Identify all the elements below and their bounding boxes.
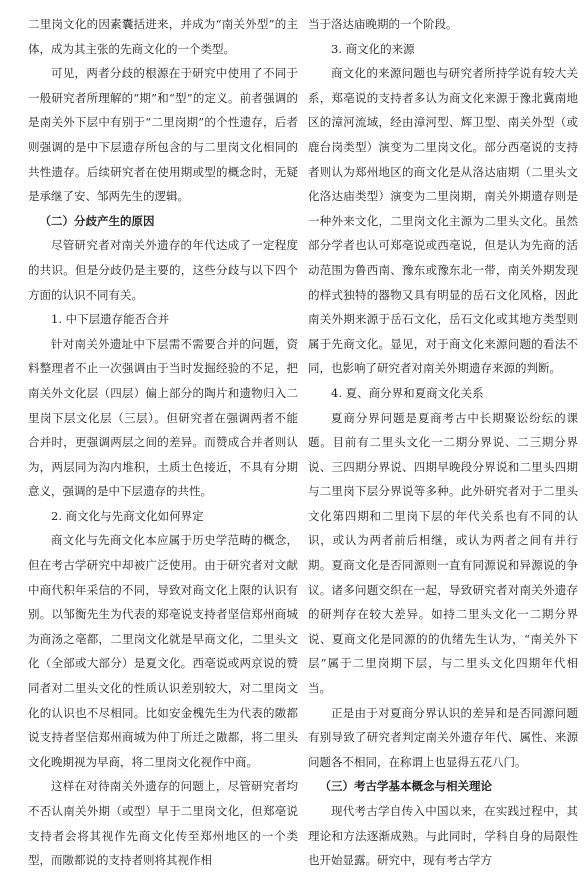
section-heading: （二）分歧产生的原因: [39, 213, 155, 228]
subsection-heading: 4. 夏、商分界和夏商文化关系: [331, 385, 484, 400]
paragraph: 商文化的来源问题也与研究者所持学说有较大关系，郑亳说的支持者多认为商文化来源于豫北冀南地区的漳河流域，经由漳河型、辉卫型、南关外型（或鹿台岗类型）演变为二里岗文化。部分西亳说的支持者则认为郑州地区的商文化是从洛达庙期（二里头文化洛达庙类型）演变为二里岗期，南关外期遗存则是一种外来文化，二里岗文化主源为二里头文化。虽然部分学者也认可郑亳说或西亳说，但是认为先商的活动范围为鲁西南、豫东或豫东北一带，南关外期发现的样式独特的器物又具有明显的岳石文化风格，因此南关外期来源于岳石文化，岳石文化或其地方类型则属于先商文化。显见，对于商文化来源问题的看法不同，也影响了研究者对南关外期遗存来源的判断。: [308, 66, 578, 376]
paragraph: 这样在对待南关外遗存的问题上，尽管研究者均不否认南关外期（或型）早于二里岗文化，但郑亳说支持者会将其视作先商文化传至郑州地区的一个类型，而隞都说的支持者则将其视作相: [28, 779, 298, 868]
subsection-heading: 2. 商文化与先商文化如何界定: [51, 508, 204, 523]
paragraph: 商文化与先商文化本应属于历史学范畴的概念，但在考古学研究中却被广泛使用。由于研究者对文献中商代积年采信的不同，导致对商文化上限的认识有别。以邹衡先生为代表的郑亳说支持者坚信郑州商城为商汤之亳都，二里岗文化就是早商文化，二里头文化（全部或大部分）是夏文化。西亳说或两京说的赞同者对二里头文化的性质认识差别较大，对二里岗文化的认识也不尽相同。比如安金槐先生为代表的隞都说支持者坚信郑州商城为仲丁所迁之隞都，将二里头文化晚期视为早商，将二里岗文化视作中商。: [28, 533, 298, 769]
paragraph: 现代考古学自传入中国以来，在实践过程中，其理论和方法逐渐成熟。与此同时，学科自身的局限性也开始显露。研究中，现有考古学方: [308, 804, 578, 868]
paragraph: 正是由于对夏商分界认识的差异和是否同源问题有别导致了研究者判定南关外遗存年代、属性、来源问题各不相同，在称谓上也显得五花八门。: [308, 705, 578, 769]
paragraph: 夏商分界问题是夏商考古中长期聚讼纷纭的课题。目前有二里头文化一二期分界说、二三期分界说、三四期分界说、四期早晚段分界说和二里头四期与二里岗下层分界说等多种。此外研究者对于二里头文化第四期和二里岗下层的年代关系也有不同的认识，或认为两者前后相继，或认为两者之间有并行期。夏商文化是否同源则一直有同源说和异源说的争议。诸多问题交织在一起，导致研究者对南关外遗存的研判存在较大差异。如持二里头文化一二期分界说、夏商文化是同源的的仇绪先生认为，“南关外下层”属于二里岗期下层，与二里头文化四期年代相当。: [308, 410, 578, 696]
subsection-heading: 3. 商文化的来源: [331, 41, 415, 56]
right-column: [308, 12, 578, 873]
left-column: [28, 12, 298, 873]
paragraph: 二里岗文化的因素囊括进来，并成为“南关外型”的主体，成为其主张的先商文化的一个类型。: [28, 17, 298, 56]
subsection-heading: 1. 中下层遗存能否合并: [51, 312, 170, 327]
paragraph: 当于洛达庙晚期的一个阶段。: [308, 17, 458, 31]
paragraph: 尽管研究者对南关外遗存的年代达成了一定程度的共识。但是分歧仍是主要的，这些分歧与以下四个方面的认识不同有关。: [28, 238, 298, 302]
paragraph: 针对南关外遗址中下层需不需要合并的问题，资料整理者不止一次强调由于当时发掘经验的不足，把南关外文化层（四层）偏上部分的陶片和遗物归入二里岗下层文化层（三层）。但研究者在强调两者不能合并时，更强调两层之间的差异。而赞成合并者则认为，两层同为沟内堆积，土质土色接近，不具有分期意义，强调的是中下层遗存的共性。: [28, 336, 298, 499]
paragraph: 可见，两者分歧的根源在于研究中使用了不同于一般研究者所理解的“期”和“型”的定义。前者强调的是南关外下层中有别于“二里岗期”的个性遗存，后者则强调的是中下层遗存所包含的与二里岗文化相同的共性遗存。后续研究者在使用期或型的概念时，无疑是承继了安、邹两先生的逻辑。: [28, 66, 298, 204]
section-heading: （三）考古学基本概念与相关理论: [319, 779, 492, 794]
